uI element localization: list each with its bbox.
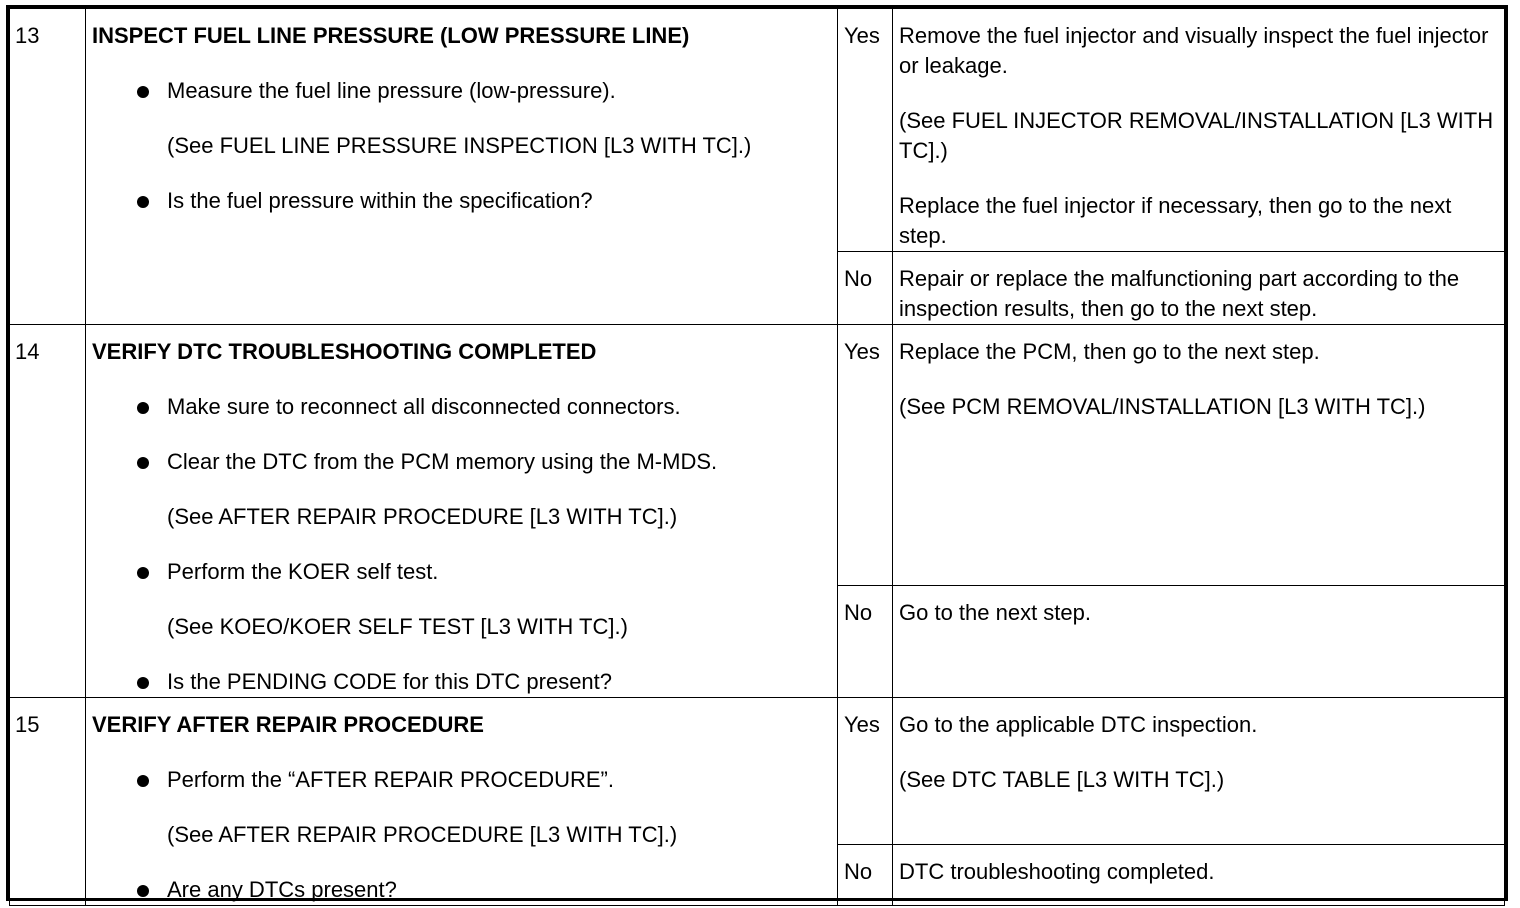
step-title: VERIFY AFTER REPAIR PROCEDURE [92,712,484,737]
result-no: No [838,252,893,325]
action-text: Go to the next step. [899,600,1092,626]
result-yes: Yes [838,9,893,252]
inspection-text: Is the fuel pressure within the specification? [167,188,593,213]
inspection-item [92,392,831,422]
reference-link[interactable]: (See FUEL LINE PRESSURE INSPECTION [L3 WITH TC].) [167,133,752,158]
action-text: Replace the fuel injector if necessary, then go to the next step. [899,193,1452,248]
bullet-icon [137,86,149,98]
inspection-cell [86,9,838,325]
inspection-list [92,76,831,216]
inspection-text: Is the PENDING CODE for this DTC present? [167,669,613,694]
inspection-item [92,557,831,587]
inspection-item [92,76,831,106]
step-13-yes-row [10,9,1505,252]
step-title: INSPECT FUEL LINE PRESSURE (LOW PRESSURE LINE) [92,23,690,48]
action-reference[interactable]: (See PCM REMOVAL/INSTALLATION [L3 WITH TC].) [899,394,1426,419]
inspection-text: Clear the DTC from the PCM memory using the M-MDS. [167,449,718,474]
bullet-icon [137,885,149,897]
action-text: Repair or replace the malfunctioning part according to the inspection results, then go to the next step. [899,266,1460,321]
action-no-cell [893,844,1505,905]
bullet-icon [137,775,149,787]
step-15-yes-row [10,698,1505,845]
inspection-text: Measure the fuel line pressure (low-pressure). [167,78,616,103]
result-no: No [838,844,893,905]
step-14-yes-row [10,325,1505,586]
action-no-cell [893,252,1505,325]
action-reference[interactable]: (See DTC TABLE [L3 WITH TC].) [899,767,1225,792]
action-reference[interactable]: (See FUEL INJECTOR REMOVAL/INSTALLATION [L3 WITH TC].) [899,108,1494,163]
inspection-item [92,765,831,795]
inspection-item [92,186,831,216]
inspection-list [92,392,831,697]
reference-link[interactable]: (See AFTER REPAIR PROCEDURE [L3 WITH TC].) [167,822,678,847]
inspection-cell [86,325,838,698]
inspection-text: Are any DTCs present? [167,877,397,902]
action-text: Remove the fuel injector and visually inspect the fuel injector or leakage. [899,23,1489,78]
inspection-item [92,875,831,905]
troubleshooting-table [9,8,1505,906]
action-yes-cell [893,9,1505,252]
action-yes-cell [893,325,1505,586]
reference-link[interactable]: (See KOEO/KOER SELF TEST [L3 WITH TC].) [167,614,628,639]
inspection-text: Perform the KOER self test. [167,559,439,584]
bullet-icon [137,567,149,579]
result-no: No [838,586,893,698]
inspection-list [92,765,831,905]
reference-link[interactable]: (See AFTER REPAIR PROCEDURE [L3 WITH TC].) [167,504,678,529]
step-number: 15 [10,698,86,906]
inspection-item [92,447,831,477]
result-yes: Yes [838,325,893,586]
action-no-cell [893,586,1505,698]
action-yes-cell [893,698,1505,845]
step-title: VERIFY DTC TROUBLESHOOTING COMPLETED [92,339,597,364]
inspection-text: Perform the “AFTER REPAIR PROCEDURE”. [167,767,614,792]
bullet-icon [137,196,149,208]
troubleshooting-page [6,5,1508,901]
inspection-cell [86,698,838,906]
inspection-item [92,667,831,697]
action-text: Replace the PCM, then go to the next step. [899,339,1320,364]
step-number: 14 [10,325,86,698]
bullet-icon [137,457,149,469]
inspection-text: Make sure to reconnect all disconnected connectors. [167,394,681,419]
step-number: 13 [10,9,86,325]
bullet-icon [137,402,149,414]
result-yes: Yes [838,698,893,845]
action-text: DTC troubleshooting completed. [899,858,1215,884]
bullet-icon [137,677,149,689]
action-text: Go to the applicable DTC inspection. [899,712,1258,737]
